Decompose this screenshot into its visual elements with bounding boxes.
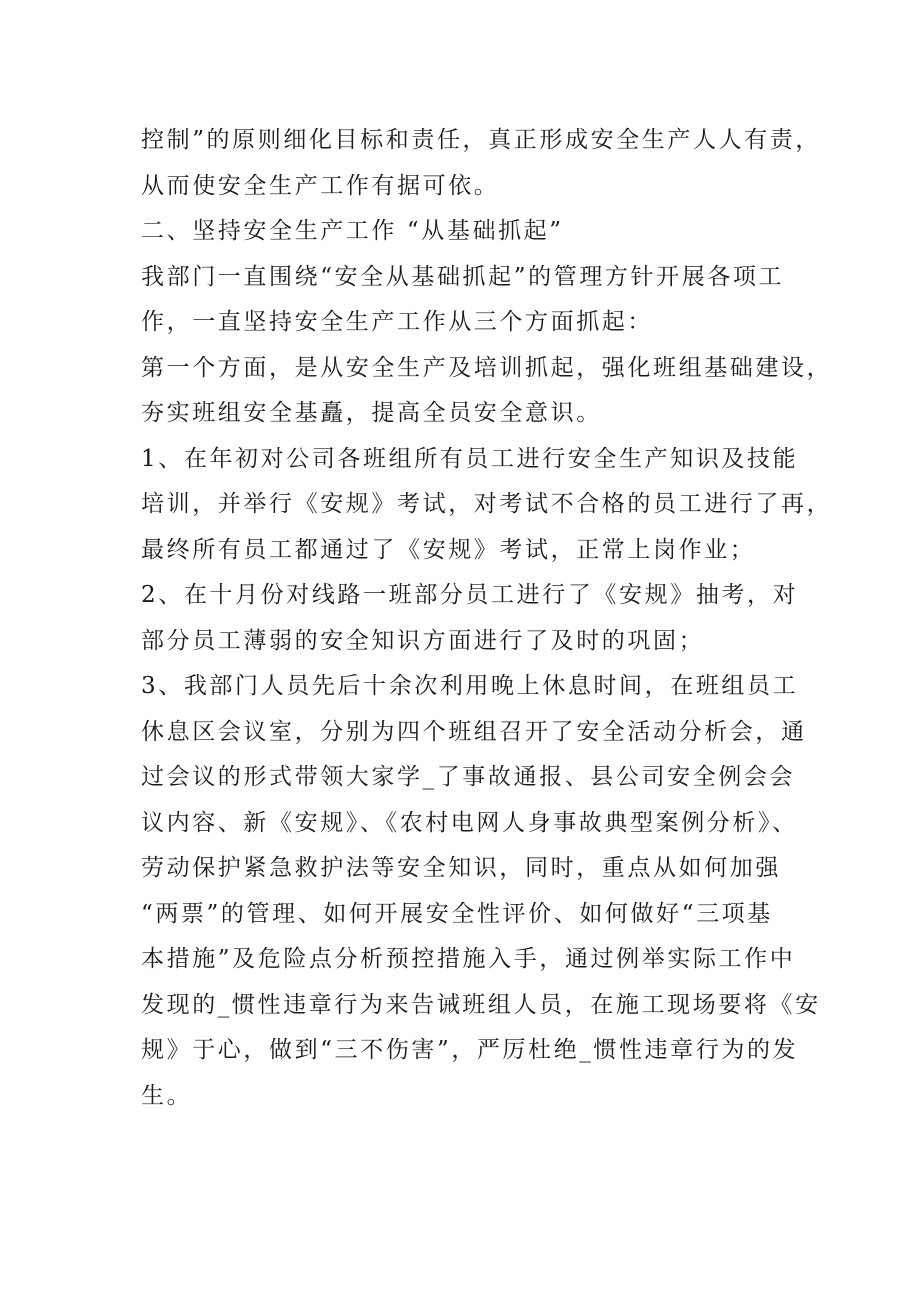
list-item-1: 1、在年初对公司各班组所有员工进行安全生产知识及技能 — [141, 445, 799, 472]
text-line: 第一个方面，是从安全生产及培训抓起，强化班组基础建设， — [141, 354, 833, 381]
text-line: 培训，并举行《安规》考试，对考试不合格的员工进行了再， — [141, 491, 833, 517]
text-line: “两票”的管理、如何开展安全性评价、如何做好“三项基 — [141, 900, 773, 927]
text-line: 从而使安全生产工作有据可依。 — [141, 172, 500, 199]
text-line: 部分员工薄弱的安全知识方面进行了及时的巩固； — [141, 627, 705, 654]
text-line: 劳动保护紧急救护法等安全知识，同时，重点从如何加强 — [141, 855, 781, 881]
document-body — [141, 118, 833, 1119]
text-line: 本措施”及危险点分析预控措施入手，通过例举实际工作中 — [141, 946, 796, 972]
text-line: 最终所有员工都通过了《安规》考试，正常上岗作业； — [141, 536, 756, 563]
text-line: 我部门一直围绕“安全从基础抓起”的管理方针开展各项工 — [141, 263, 785, 290]
list-item-2: 2、在十月份对线路一班部分员工进行了《安规》抽考，对 — [141, 582, 799, 608]
text-line: 发现的_惯性违章行为来告诫班组人员，在施工现场要将《安 — [141, 991, 821, 1018]
text-line: 议内容、新《安规》、《农村电网人身事故典型案例分析》、 — [141, 809, 798, 836]
text-line: 夯实班组安全基矗，提高全员安全意识。 — [141, 400, 602, 426]
text-line: 生。 — [141, 1082, 193, 1109]
text-line: 过会议的形式带领大家学_了事故通报、县公司安全例会会 — [141, 764, 796, 790]
section-heading: 二、坚持安全生产工作 “从基础抓起” — [141, 218, 564, 244]
text-line: 控制”的原则细化目标和责任，真正形成安全生产人人有责， — [141, 127, 821, 153]
text-line: 作，一直坚持安全生产工作从三个方面抓起： — [141, 309, 653, 335]
text-line: 规》于心，做到“三不伤害”，严厉杜绝_惯性违章行为的发 — [141, 1037, 799, 1063]
list-item-3: 3、我部门人员先后十余次利用晚上休息时间，在班组员工 — [141, 673, 799, 699]
text-line: 休息区会议室，分别为四个班组召开了安全活动分析会，通 — [141, 718, 807, 745]
